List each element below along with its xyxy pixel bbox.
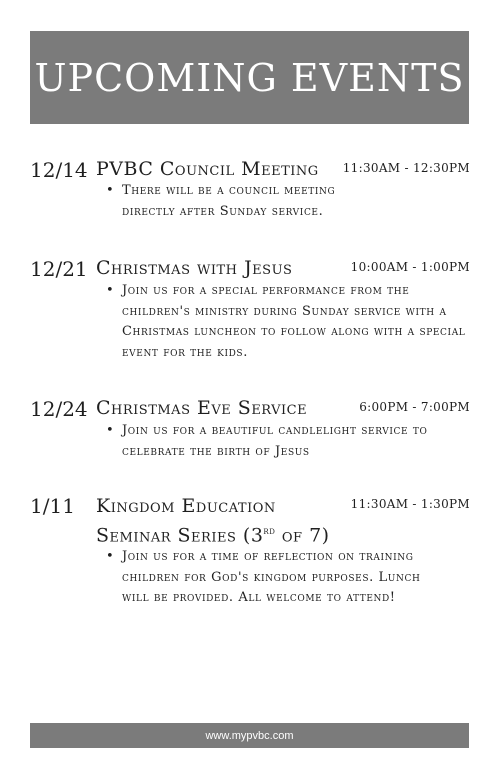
event-date: 12/21 [30, 257, 88, 281]
bullet-icon: • [106, 183, 115, 198]
events-banner [30, 31, 469, 124]
footer-bar [30, 723, 469, 748]
event-date: 12/24 [30, 397, 88, 421]
event-description: • Join us for a special performance from the children's ministry during Sunday service with a Christmas luncheon to follow along with a special event for the kids. [106, 283, 466, 360]
bullet-icon: • [106, 549, 115, 564]
event-time: 11:30AM - 12:30PM [342, 161, 470, 175]
bullet-icon: • [106, 283, 115, 298]
event-time: 6:00PM - 7:00PM [359, 400, 470, 414]
event-description: • Join us for a beautiful candlelight service to celebrate the birth of Jesus [106, 423, 428, 459]
event-time: 11:30AM - 1:30PM [350, 497, 470, 511]
website-url[interactable]: www.mypvbc.com [205, 729, 294, 742]
event-title: PVBC Council Meeting [96, 158, 319, 180]
page-title: UPCOMING EVENTS [34, 55, 465, 100]
event-title: Christmas with Jesus [96, 257, 293, 279]
event-title: Kingdom Education Seminar Series (3rd of 7) [96, 495, 330, 547]
event-time: 10:00AM - 1:00PM [350, 260, 470, 274]
event-description: • There will be a council meeting directly after Sunday service. [106, 183, 336, 219]
event-description: • Join us for a time of reflection on training children for God's kingdom purposes. Lunch will be provided. All welcome to attend! [106, 549, 421, 605]
event-title: Christmas Eve Service [96, 397, 308, 419]
bullet-icon: • [106, 423, 115, 438]
event-date: 1/11 [30, 494, 75, 518]
event-date: 12/14 [30, 158, 88, 182]
